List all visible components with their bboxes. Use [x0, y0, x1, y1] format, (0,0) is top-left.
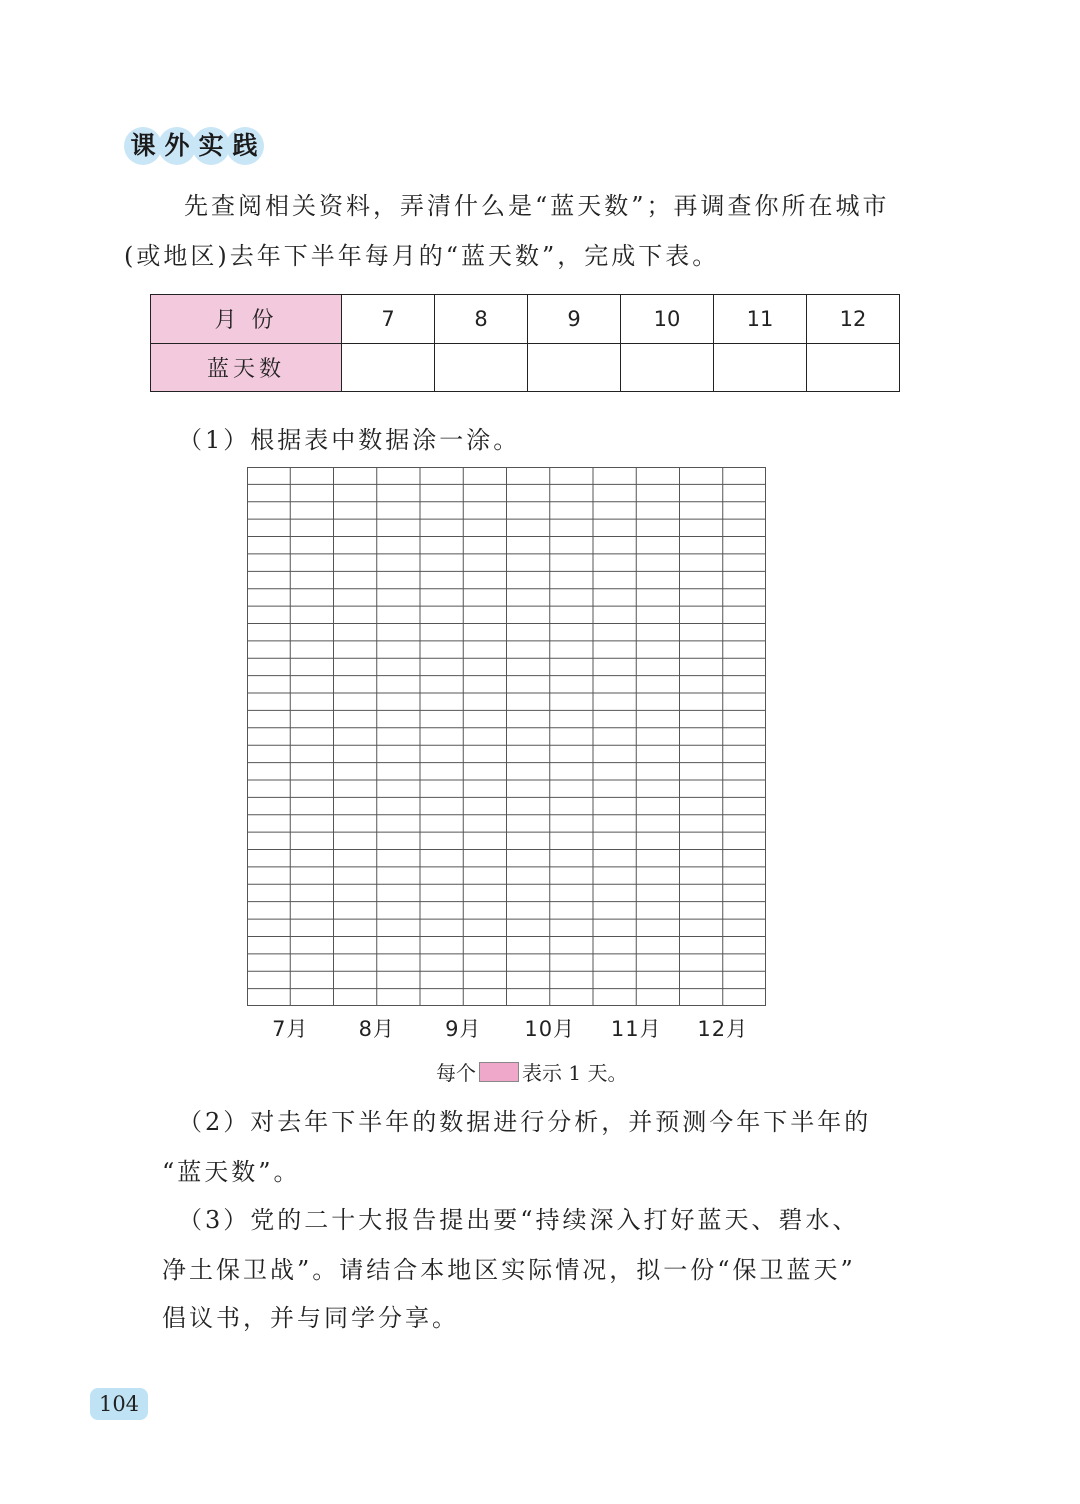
month-cell: 8: [435, 295, 528, 344]
x-axis-label: 7月: [272, 1017, 309, 1041]
blue-sky-days-input-cell[interactable]: [435, 343, 528, 392]
month-cell: 9: [528, 295, 621, 344]
page-number: 104: [90, 1388, 148, 1420]
intro-line-2: (或地区)去年下半年每月的“蓝天数”，完成下表。: [124, 242, 720, 270]
blue-sky-days-input-cell[interactable]: [714, 343, 807, 392]
legend-text-after: 表示 1 天。: [522, 1061, 628, 1085]
month-cell: 12: [807, 295, 900, 344]
section-heading-char: 践: [226, 127, 264, 165]
legend-swatch: [479, 1062, 519, 1082]
section-heading-char: 课: [124, 127, 162, 165]
legend-text-before: 每个: [436, 1061, 476, 1085]
month-cell: 10: [621, 295, 714, 344]
section-heading-char: 实: [192, 127, 230, 165]
task-3-line-1: （3）党的二十大报告提出要“持续深入打好蓝天、碧水、: [178, 1206, 860, 1234]
blue-sky-days-input-cell[interactable]: [807, 343, 900, 392]
section-heading-char: 外: [158, 127, 196, 165]
task-3-line-3: 倡议书，并与同学分享。: [162, 1304, 459, 1332]
x-axis-label: 8月: [358, 1017, 395, 1041]
intro-line-1: 先查阅相关资料，弄清什么是“蓝天数”；再调查你所在城市: [184, 192, 890, 220]
x-axis-label: 11月: [610, 1017, 662, 1041]
task-2-line-1: （2）对去年下半年的数据进行分析，并预测今年下半年的: [178, 1108, 872, 1136]
blue-sky-days-header-cell: 蓝天数: [151, 343, 342, 392]
month-header-cell: 月 份: [151, 295, 342, 344]
table-row: [151, 295, 900, 344]
blue-sky-days-input-cell[interactable]: [342, 343, 435, 392]
table-row: [151, 343, 900, 392]
task-2-line-2: “蓝天数”。: [162, 1158, 301, 1186]
grid-svg: [247, 467, 766, 1006]
x-axis-label: 9月: [445, 1017, 482, 1041]
task-1-text: （1）根据表中数据涂一涂。: [178, 426, 521, 454]
blue-sky-days-table: [150, 294, 900, 392]
blue-sky-days-input-cell[interactable]: [528, 343, 621, 392]
month-cell: 7: [342, 295, 435, 344]
legend: [436, 1057, 627, 1086]
x-axis-label: 12月: [697, 1017, 749, 1041]
fill-in-grid-chart[interactable]: [247, 467, 766, 1006]
month-cell: 11: [714, 295, 807, 344]
section-heading: [124, 127, 260, 167]
blue-sky-days-input-cell[interactable]: [621, 343, 714, 392]
x-axis-label: 10月: [524, 1017, 576, 1041]
task-3-line-2: 净土保卫战”。请结合本地区实际情况，拟一份“保卫蓝天”: [162, 1256, 856, 1284]
x-axis-labels: [247, 1013, 766, 1043]
